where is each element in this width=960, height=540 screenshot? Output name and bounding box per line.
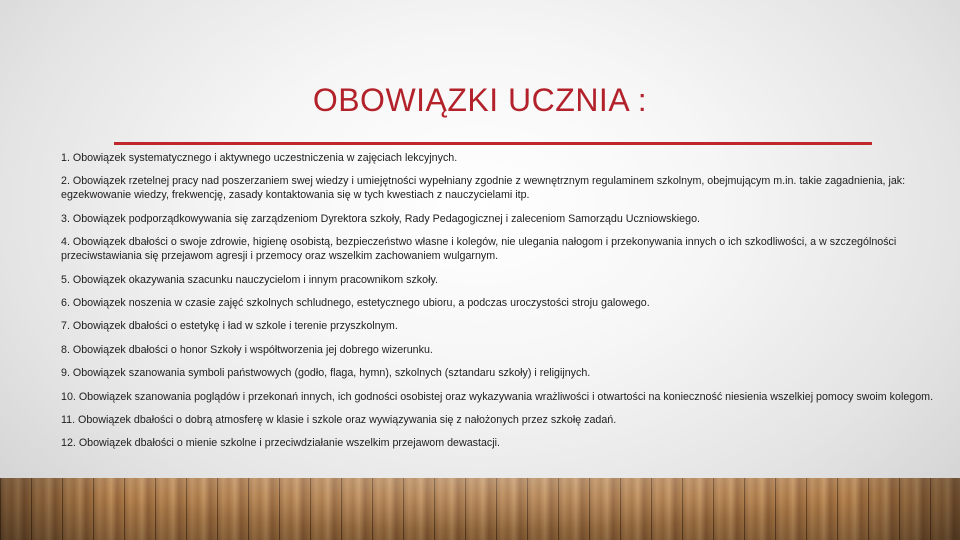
list-item: 10. Obowiązek szanowania poglądów i przekonań innych, ich godności osobistej oraz wykazywania wrażliwości i otwartości na konieczność niesienia wszelkiej pomocy swoim kolegom.: [61, 390, 934, 403]
list-item: 11. Obowiązek dbałości o dobrą atmosferę w klasie i szkole oraz wywiązywania się z nałożonych przez szkołę zadań.: [61, 413, 617, 426]
list-item: 7. Obowiązek dbałości o estetykę i ład w szkole i terenie przyszkolnym.: [61, 320, 398, 333]
list-item: 9. Obowiązek szanowania symboli państwowych (godło, flaga, hymn), szkolnych (sztandaru szkoły) i religijnych.: [61, 367, 591, 380]
slide-title: OBOWIĄZKI UCZNIA :: [312, 82, 648, 118]
list-item: 5. Obowiązek okazywania szacunku nauczycielom i innym pracownikom szkoły.: [61, 273, 438, 286]
list-item: 12. Obowiązek dbałości o mienie szkolne i przeciwdziałanie wszelkim przejawom dewastacji.: [61, 437, 500, 450]
duties-list: [61, 151, 953, 460]
list-item: 2. Obowiązek rzetelnej pracy nad poszerzaniem swej wiedzy i umiejętności wypełniany zgodnie z wewnętrznym regulaminem szkolnym, obejmującym m.in. takie zagadnienia, jak: egzekwowanie wiedzy, frekwencję, zasady kontaktowania się w tych kwestiach z nauczycielami itp.: [61, 175, 906, 202]
list-item: 1. Obowiązek systematycznego i aktywnego uczestniczenia w zajęciach lekcyjnych.: [61, 152, 458, 164]
list-item: 6. Obowiązek noszenia w czasie zajęć szkolnych schludnego, estetycznego ubioru, a podczas uroczystości stroju galowego.: [61, 296, 650, 309]
list-item: 8. Obowiązek dbałości o honor Szkoły i współtworzenia jej dobrego wizerunku.: [61, 343, 433, 356]
list-item: 4. Obowiązek dbałości o swoje zdrowie, higienę osobistą, bezpieczeństwo własne i kolegów, nie ulegania nałogom i przekonywania innych o ich szkodliwości, a w szczególności przeciwstawiania się przejawom agresji i przemocy oraz wszelkim zachowaniem wulgarnym.: [61, 236, 897, 263]
title-underline: [114, 142, 872, 145]
list-item: 3. Obowiązek podporządkowywania się zarządzeniom Dyrektora szkoły, Rady Pedagogicznej i zaleceniom Samorządu Uczniowskiego.: [61, 212, 700, 225]
wooden-floor-background: [0, 478, 960, 540]
